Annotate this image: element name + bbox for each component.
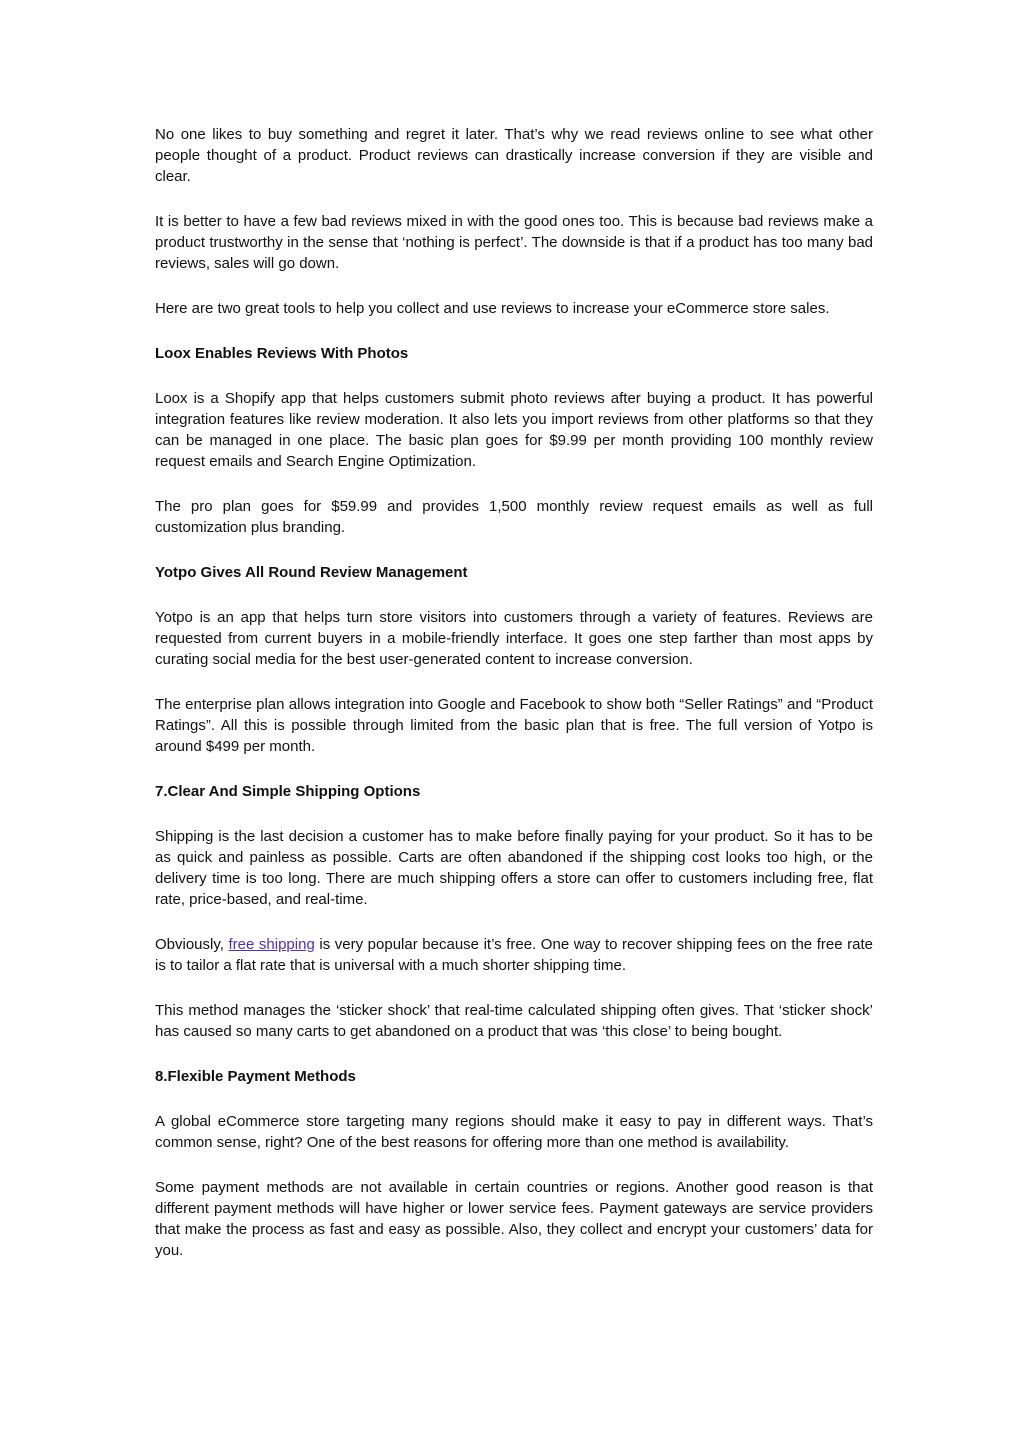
paragraph-global-payments: A global eCommerce store targeting many regions should make it easy to pay in different ways. That’s common sense, right? One of the best reasons for offering more than one method is availability. bbox=[155, 1113, 873, 1151]
paragraph-bad-reviews: It is better to have a few bad reviews mixed in with the good ones too. This is because bad reviews make a product trustworthy in the sense that ‘nothing is perfect’. The downside is that if a product has too many bad reviews, sales will go down. bbox=[155, 213, 873, 272]
paragraph-free-shipping bbox=[155, 934, 873, 976]
heading-yotpo: Yotpo Gives All Round Review Management bbox=[155, 564, 468, 581]
heading-loox: Loox Enables Reviews With Photos bbox=[155, 345, 409, 362]
paragraph-two-tools: Here are two great tools to help you collect and use reviews to increase your eCommerce store sales. bbox=[155, 300, 830, 317]
paragraph-yotpo-enterprise: The enterprise plan allows integration into Google and Facebook to show both “Seller Ratings” and “Product Ratings”. All this is possible through limited from the basic plan that is free. The full version of Yotpo is around $499 per month. bbox=[155, 696, 873, 755]
paragraph-loox-description: Loox is a Shopify app that helps customers submit photo reviews after buying a product. It has powerful integration features like review moderation. It also lets you import reviews from other platforms so that they can be managed in one place. The basic plan goes for $9.99 per month providing 100 monthly review request emails and Search Engine Optimization. bbox=[155, 390, 873, 470]
paragraph-loox-pro-plan: The pro plan goes for $59.99 and provides 1,500 monthly review request emails as well as full customization plus branding. bbox=[155, 498, 873, 536]
paragraph-shipping-decision: Shipping is the last decision a customer has to make before finally paying for your product. So it has to be as quick and painless as possible. Carts are often abandoned if the shipping cost looks too high, or the delivery time is too long. There are much shipping offers a store can offer to customers including free, flat rate, price-based, and real-time. bbox=[155, 828, 873, 908]
free-shipping-trailing-text: is very popular because it’s free. One way to recover shipping fees on the free rate is to tailor a flat rate that is universal with a much shorter shipping time. bbox=[155, 936, 873, 974]
free-shipping-link[interactable]: free shipping bbox=[228, 936, 315, 953]
heading-shipping-options: 7.Clear And Simple Shipping Options bbox=[155, 783, 421, 800]
paragraph-yotpo-description: Yotpo is an app that helps turn store visitors into customers through a variety of features. Reviews are requested from current buyers in a mobile-friendly interface. It goes one step farther than most apps by curating social media for the best user-generated content to increase conversion. bbox=[155, 609, 873, 668]
paragraph-payment-gateways: Some payment methods are not available in certain countries or regions. Another good reason is that different payment methods will have higher or lower service fees. Payment gateways are service providers that make the process as fast and easy as possible. Also, they collect and encrypt your customers’ data for you. bbox=[155, 1179, 873, 1259]
heading-payment-methods: 8.Flexible Payment Methods bbox=[155, 1068, 356, 1085]
document-page bbox=[155, 124, 873, 1285]
paragraph-sticker-shock: This method manages the ‘sticker shock’ that real-time calculated shipping often gives. That ‘sticker shock’ has caused so many carts to get abandoned on a product that was ‘this close’ to being bought. bbox=[155, 1002, 873, 1040]
paragraph-reviews-intro: No one likes to buy something and regret it later. That’s why we read reviews online to see what other people thought of a product. Product reviews can drastically increase conversion if they are visible and clear. bbox=[155, 126, 873, 185]
free-shipping-lead-text: Obviously, bbox=[155, 936, 229, 953]
